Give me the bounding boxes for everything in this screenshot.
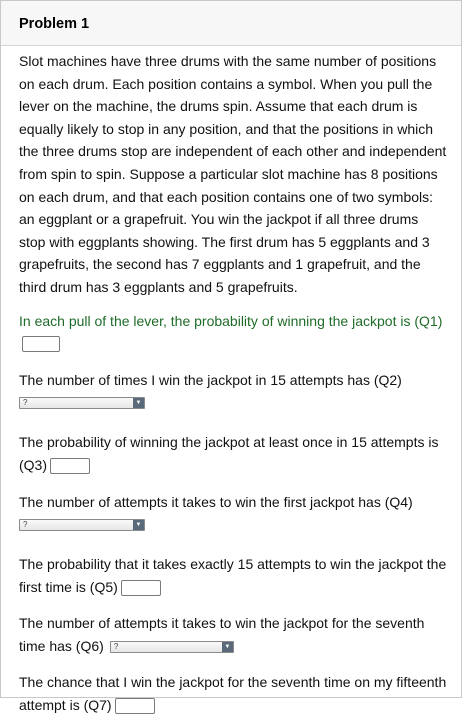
- q6-dropdown[interactable]: [110, 641, 234, 653]
- question-q6-text: The number of attempts it takes to win the jackpot for the seventh time has (Q6): [19, 615, 425, 654]
- q1-answer-input[interactable]: [22, 336, 60, 352]
- q5-answer-input[interactable]: [121, 580, 161, 596]
- problem-intro: Slot machines have three drums with the same number of positions on each drum. Each position contains a symbol. When you pull the lever on the machine, the drums spin. Assume that each drum is equally likely to stop in any position, and that the positions in which the three drums stop are independent of each other and independent from spin to spin. Suppose a particular slot machine has 8 positions on each drum, and that each position contains one of two symbols: an eggplant or a grapefruit. You win the jackpot if all three drums stop with eggplants showing. The first drum has 5 eggplants and 3 grapefruits, the second has 7 eggplants and 1 grapefruit, and the third drum has 3 eggplants and 5 grapefruits.: [19, 53, 447, 295]
- question-q1: [19, 310, 447, 355]
- question-q5-text: The probability that it takes exactly 15 attempts to win the jackpot the first time is (Q5): [19, 556, 447, 595]
- question-q4-text: The number of attempts it takes to win the first jackpot has (Q4): [19, 493, 413, 510]
- q4-dropdown-value: ?: [23, 520, 28, 530]
- q2-dropdown[interactable]: [19, 397, 145, 409]
- q7-answer-input[interactable]: [115, 698, 155, 714]
- q4-dropdown[interactable]: [19, 519, 145, 531]
- question-q5: [19, 553, 447, 598]
- question-q3: [19, 431, 447, 476]
- problem-title: Problem 1: [19, 16, 90, 32]
- question-q3-text: The probability of winning the jackpot at least once in 15 attempts is (Q3): [19, 434, 439, 473]
- q3-answer-input[interactable]: [50, 458, 90, 474]
- q2-dropdown-value: ?: [23, 398, 28, 408]
- problem-body: [1, 46, 461, 717]
- question-q1-text: In each pull of the lever, the probability of winning the jackpot is (Q1): [19, 312, 443, 329]
- chevron-down-icon: ▼: [133, 520, 144, 530]
- problem-header: [1, 1, 461, 46]
- question-q6: [19, 612, 447, 657]
- chevron-down-icon: ▼: [133, 398, 144, 408]
- q6-dropdown-value: ?: [113, 641, 119, 651]
- question-q7-text: The chance that I win the jackpot for the seventh time on my fifteenth attempt is (Q7): [19, 674, 447, 714]
- question-q2: [19, 369, 447, 392]
- question-q7: [19, 671, 447, 716]
- chevron-down-icon: ▼: [222, 642, 233, 652]
- question-q2-text: The number of times I win the jackpot in 15 attempts has (Q2): [19, 371, 402, 388]
- question-q4: [19, 491, 447, 514]
